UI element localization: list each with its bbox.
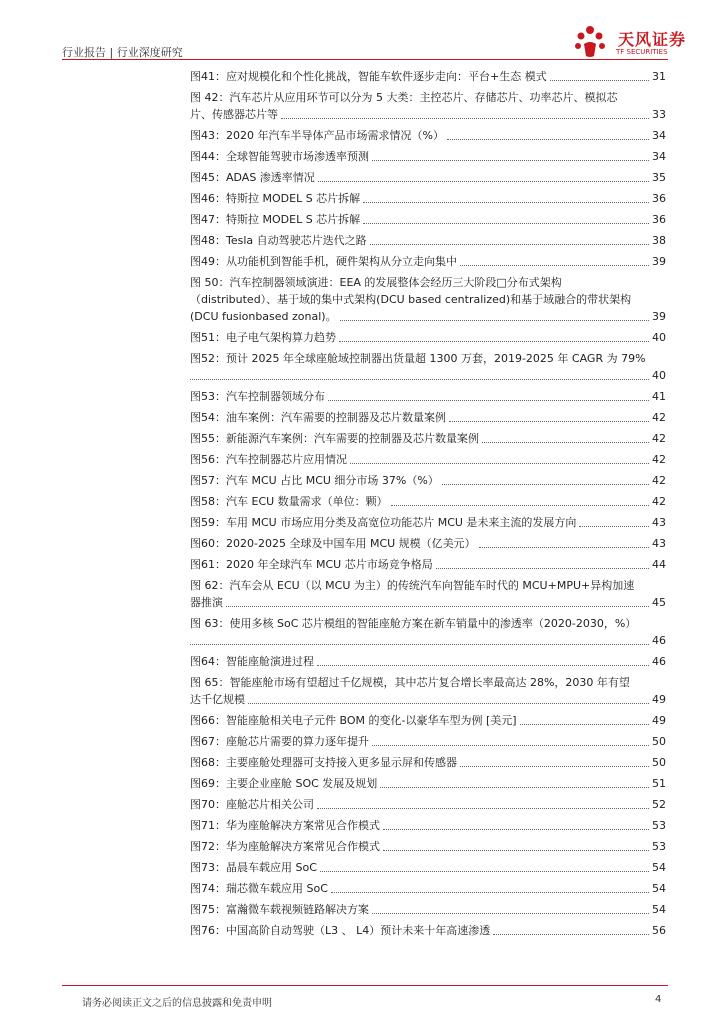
toc-entry[interactable]: 图57：汽车 MCU 占比 MCU 细分市场 37%（%） 42 (190, 474, 666, 487)
toc-entry[interactable]: 图66：智能座舱相关电子元件 BOM 的变化-以豪华车型为例 [美元] 49 (190, 714, 666, 727)
toc-entry[interactable]: 图 42：汽车芯片从应用环节可以分为 5 大类：主控芯片、存储芯片、功率芯片、模拟芯 片、传感器芯片等 33 (190, 91, 666, 121)
header-divider (62, 59, 668, 60)
toc-entry[interactable]: 图45：ADAS 渗透率情况 35 (190, 171, 666, 184)
toc-entry[interactable]: 图60：2020-2025 全球及中国车用 MCU 规模（亿美元） 43 (190, 537, 666, 550)
toc-entry[interactable]: 图71：华为座舱解决方案常见合作模式 53 (190, 819, 666, 832)
toc-entry[interactable]: 图44：全球智能驾驶市场渗透率预测 34 (190, 150, 666, 163)
toc-entry[interactable]: 图76：中国高阶自动驾驶（L3 、 L4）预计未来十年高速渗透 56 (190, 924, 666, 937)
toc-entry[interactable]: 图67：座舱芯片需要的算力逐年提升 50 (190, 735, 666, 748)
toc-entry[interactable]: 图75：富瀚微车载视频链路解决方案 54 (190, 903, 666, 916)
toc-entry[interactable]: 图59：车用 MCU 市场应用分类及高宽位功能芯片 MCU 是未来主流的发展方向 43 (190, 516, 666, 529)
logo-text: 天风证券 (618, 30, 687, 49)
toc-entry[interactable]: 图72：华为座舱解决方案常见合作模式 53 (190, 840, 666, 853)
toc-entry[interactable]: 图52：预计 2025 年全球座舱域控制器出货量超 1300 万套，2019-2025 年 CAGR 为 79% 40 (190, 352, 666, 382)
toc-entry[interactable]: 图64：智能座舱演进过程 46 (190, 655, 666, 668)
toc-entry[interactable]: 图55：新能源汽车案例：汽车需要的控制器及芯片数量案例 42 (190, 432, 666, 445)
toc-entry[interactable]: 图53：汽车控制器领域分布 41 (190, 390, 666, 403)
toc-entry[interactable]: 图47：特斯拉 MODEL S 芯片拆解 36 (190, 213, 666, 226)
toc-entry[interactable]: 图61：2020 年全球汽车 MCU 芯片市场竞争格局 44 (190, 558, 666, 571)
toc-entry[interactable]: 图49：从功能机到智能手机，硬件架构从分立走向集中 39 (190, 255, 666, 268)
toc-entry[interactable]: 图51：电子电气架构算力趋势 40 (190, 331, 666, 344)
toc-entry[interactable]: 图54：油车案例：汽车需要的控制器及芯片数量案例 42 (190, 411, 666, 424)
logo-subtext: TF SECURITIES (616, 48, 668, 56)
table-of-figures (190, 66, 666, 939)
toc-entry[interactable]: 图69：主要企业座舱 SOC 发展及规划 51 (190, 777, 666, 790)
toc-entry[interactable]: 图73：晶晨车载应用 SoC 54 (190, 861, 666, 874)
toc-entry[interactable]: 图 63：使用多核 SoC 芯片模组的智能座舱方案在新车销量中的渗透率（2020-2030，%） 46 (190, 617, 666, 647)
toc-entry[interactable]: 图46：特斯拉 MODEL S 芯片拆解 36 (190, 192, 666, 205)
toc-entry[interactable]: 图 62：汽车会从 ECU（以 MCU 为主）的传统汽车向智能车时代的 MCU+MPU+异构加速 器推演 45 (190, 579, 666, 609)
toc-entry[interactable]: 图56：汽车控制器芯片应用情况 42 (190, 453, 666, 466)
toc-entry[interactable]: 图43：2020 年汽车半导体产品市场需求情况（%） 34 (190, 129, 666, 142)
footer-divider (62, 985, 668, 986)
toc-entry[interactable]: 图68：主要座舱处理器可支持接入更多显示屏和传感器 50 (190, 756, 666, 769)
toc-entry[interactable]: 图70：座舱芯片相关公司 52 (190, 798, 666, 811)
toc-entry[interactable]: 图48：Tesla 自动驾驶芯片迭代之路 38 (190, 234, 666, 247)
header-section-label: 行业报告 | 行业深度研究 (62, 46, 183, 59)
toc-entry[interactable]: 图41：应对规模化和个性化挑战，智能车软件逐步走向：平台+生态 模式 31 (190, 70, 666, 83)
toc-entry[interactable]: 图58：汽车 ECU 数量需求（单位：颗） 42 (190, 495, 666, 508)
toc-entry[interactable]: 图74：瑞芯微车载应用 SoC 54 (190, 882, 666, 895)
toc-entry[interactable]: 图 50：汽车控制器领域演进：EEA 的发展整体会经历三大阶段□分布式架构 （distributed）、基于域的集中式架构(DCU based centralized)和基于域融合的带状架构 (DCU fusionbased zonal)。 39 (190, 276, 666, 323)
footer-disclaimer: 请务必阅读正文之后的信息披露和免责申明 (82, 998, 272, 1009)
toc-entry[interactable]: 图 65：智能座舱市场有望超过千亿规模，其中芯片复合增长率最高达 28%，2030 年有望 达千亿规模 49 (190, 676, 666, 706)
page-number: 4 (655, 994, 662, 1005)
